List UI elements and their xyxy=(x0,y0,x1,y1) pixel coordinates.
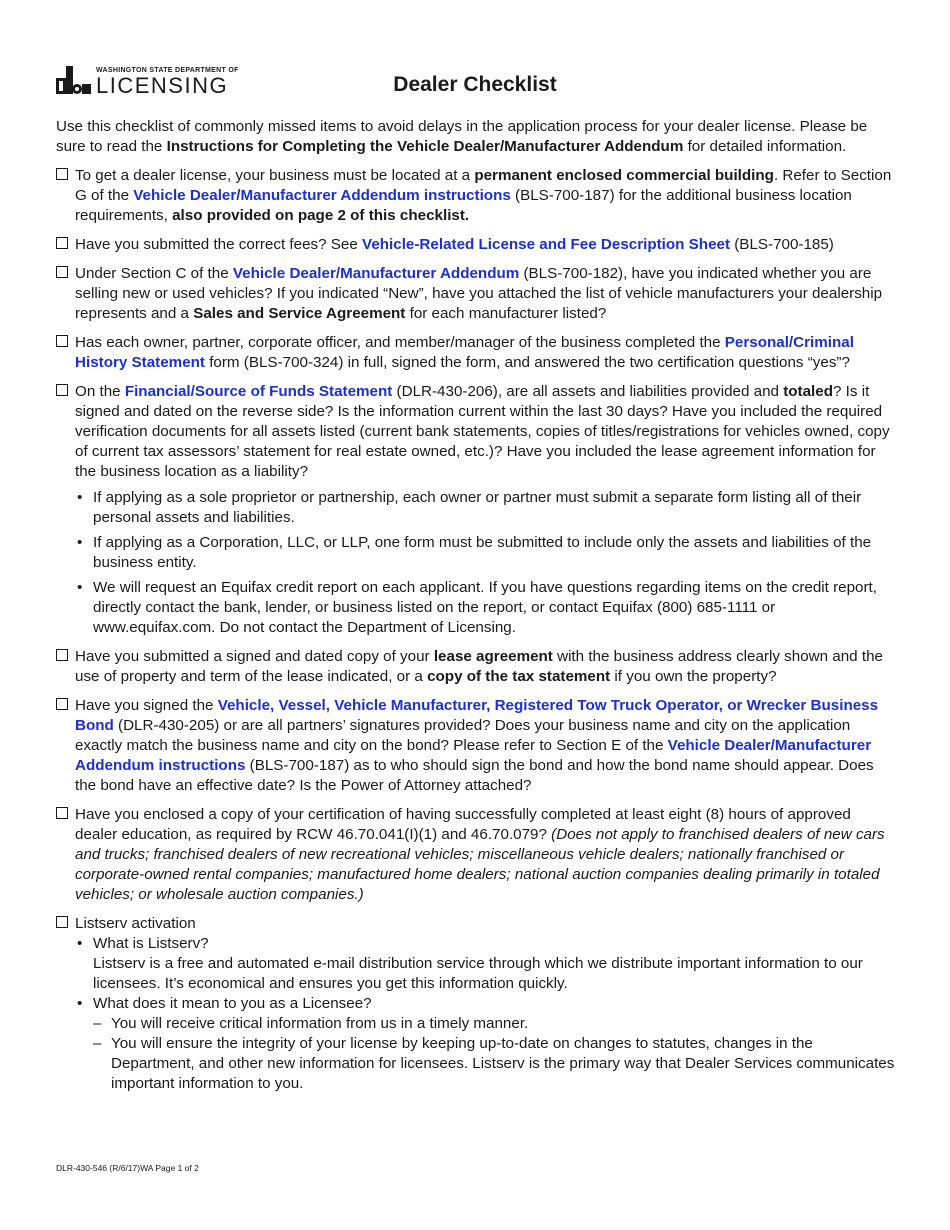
checklist-item-bond: Have you signed the Vehicle, Vessel, Vehicle Manufacturer, Registered Tow Truck Operator, or Wrecker Business Bond (DLR-430-205) or are all partners’ signatures provided? Does your business name and city on the application exactly match the business name and city on the bond? Please refer to Section E of the Vehicle Dealer/Manufacturer Addendum instructions (BLS-700-187) as to who should sign the bond and how the bond name should appear. Does the bond have an effective date? Is the Power of Attorney attached? xyxy=(56,696,896,796)
financial-statement-link[interactable]: Financial/Source of Funds Statement xyxy=(124,383,393,400)
checklist-item-dealer-education: Have you enclosed a copy of your certification of having successfully completed at least eight (8) hours of approved dealer education, as required by RCW 46.70.041(I)(1) and 46.70.079? (Does not apply to franchised dealers of new cars and trucks; franchised dealers of new recreational vehicles; miscellaneous vehicle dealers; nationally franchised or corporate-owned rental companies; manufactured home dealers; national auction companies dealing primarily in totaled vehicles; or wholesale auction companies.) xyxy=(56,805,896,905)
checkbox[interactable] xyxy=(56,237,68,249)
instructions-title: Instructions for Completing the Vehicle Dealer/Manufacturer Addendum xyxy=(166,138,684,155)
list-item: • What is Listserv? Listserv is a free and automated e-mail distribution service through which we distribute important information to our licensees. It’s economical and ensures you get this information quickly. xyxy=(75,934,896,994)
checklist-item-commercial-building: To get a dealer license, your business must be located at a permanent enclosed commercial building. Refer to Section G of the Vehicle Dealer/Manufacturer Addendum instructions (BLS-700-187) for the additional business location requirements, also provided on page 2 of this checklist. xyxy=(56,166,896,226)
addendum-link[interactable]: Vehicle Dealer/Manufacturer Addendum xyxy=(232,265,520,282)
list-item: • If applying as a sole proprietor or partnership, each owner or partner must submit a separate form listing all of their personal assets and liabilities. xyxy=(75,488,896,528)
checkbox[interactable] xyxy=(56,384,68,396)
list-item: – You will receive critical information from us in a timely manner. xyxy=(93,1014,896,1034)
form-footer: DLR-430-546 (R/6/17)WA Page 1 of 2 xyxy=(56,1163,199,1173)
licensee-benefits-list xyxy=(93,1014,896,1094)
checklist-body xyxy=(56,117,896,1103)
criminal-history-statement-link[interactable]: Personal/Criminal History Statement xyxy=(75,334,854,371)
checklist-item-new-or-used: Under Section C of the Vehicle Dealer/Manufacturer Addendum (BLS-700-182), have you indicated whether you are selling new or used vehicles? If you indicated “New”, have you attached the list of vehicle manufacturers your dealership represents and a Sales and Service Agreement for each manufacturer listed? xyxy=(56,264,896,324)
checkbox[interactable] xyxy=(56,168,68,180)
intro-paragraph: Use this checklist of commonly missed items to avoid delays in the application process for your dealer license. Please be sure to read the Instructions for Completing the Vehicle Dealer/Manufacturer Addendum for detailed information. xyxy=(56,118,868,155)
checkbox[interactable] xyxy=(56,698,68,710)
checkbox[interactable] xyxy=(56,335,68,347)
logo-agency-name: WASHINGTON STATE DEPARTMENT OF xyxy=(96,67,239,74)
page-title: Dealer Checklist xyxy=(393,73,557,96)
checkbox[interactable] xyxy=(56,266,68,278)
checklist-item-lease-agreement: Have you submitted a signed and dated copy of your lease agreement with the business address clearly shown and the use of property and term of the lease indicated, or a copy of the tax statement if you own the property? xyxy=(56,647,896,687)
listserv-list xyxy=(75,934,896,1094)
list-item: • If applying as a Corporation, LLC, or LLP, one form must be submitted to include only the assets and liabilities of the business entity. xyxy=(75,533,896,573)
checklist-item-fees: Have you submitted the correct fees? See Vehicle-Related License and Fee Description Sheet (BLS-700-185) xyxy=(56,235,896,255)
financial-notes-list xyxy=(75,488,896,638)
checklist-item-financial-statement: On the Financial/Source of Funds Statement (DLR-430-206), are all assets and liabilities provided and totaled? Is it signed and dated on the reverse side? Is the information current within the last 30 days? Have you included the required verification documents for all assets listed (current bank statements, copies of titles/registrations for vehicles owned, copy of current tax assessors’ statement for real estate owned, etc.)? Have you included the lease agreement information for the business location as a liability? • If applying as a sole proprietor or partnership, each owner or partner must submit a separate form listing all of their personal assets and liabilities. • If applying as a Corporation, LLC, or LLP, one form must be submitted to include only the assets and liabilities of the business entity. • We will request an Equifax credit report on each applicant. If you have questions regarding items on the credit report, directly contact the bank, lender, or business listed on the report, or contact Equifax (800) 685-1111 or www.equifax.com. Do not contact the Department of Licensing. xyxy=(56,382,896,638)
fee-description-sheet-link[interactable]: Vehicle-Related License and Fee Description Sheet xyxy=(362,236,731,253)
checkbox[interactable] xyxy=(56,807,68,819)
checklist-item-criminal-history: Has each owner, partner, corporate officer, and member/manager of the business completed the Personal/Criminal History Statement form (BLS-700-324) in full, signed the form, and answered the two certification questions “yes”? xyxy=(56,333,896,373)
listserv-label: Listserv activation xyxy=(75,915,196,932)
checklist-item-listserv xyxy=(56,914,896,1094)
list-item: • We will request an Equifax credit report on each applicant. If you have questions regarding items on the credit report, directly contact the bank, lender, or business listed on the report, or contact Equifax (800) 685-1111 or www.equifax.com. Do not contact the Department of Licensing. xyxy=(75,578,896,638)
business-bond-link[interactable]: Vehicle, Vessel, Vehicle Manufacturer, Registered Tow Truck Operator, or Wrecker Business Bond xyxy=(75,697,879,734)
addendum-instructions-link[interactable]: Vehicle Dealer/Manufacturer Addendum instructions xyxy=(133,187,511,204)
logo-wordmark: LICENSING xyxy=(96,73,229,98)
list-item: – You will ensure the integrity of your license by keeping up-to-date on changes to statutes, changes in the Department, and other new information for licensees. Listserv is the primary way that Dealer Services communicates important information to you. xyxy=(93,1034,896,1094)
list-item: • What does it mean to you as a Licensee? – You will receive critical information from us in a timely manner. – You will ensure the integrity of your license by keeping up-to-date on changes to statutes, changes in the Department, and other new information for licensees. Listserv is the primary way that Dealer Services communicates important information to you. xyxy=(75,994,896,1094)
addendum-instructions-link[interactable]: Vehicle Dealer/Manufacturer Addendum instructions xyxy=(75,737,872,774)
checkbox[interactable] xyxy=(56,916,68,928)
checkbox[interactable] xyxy=(56,649,68,661)
